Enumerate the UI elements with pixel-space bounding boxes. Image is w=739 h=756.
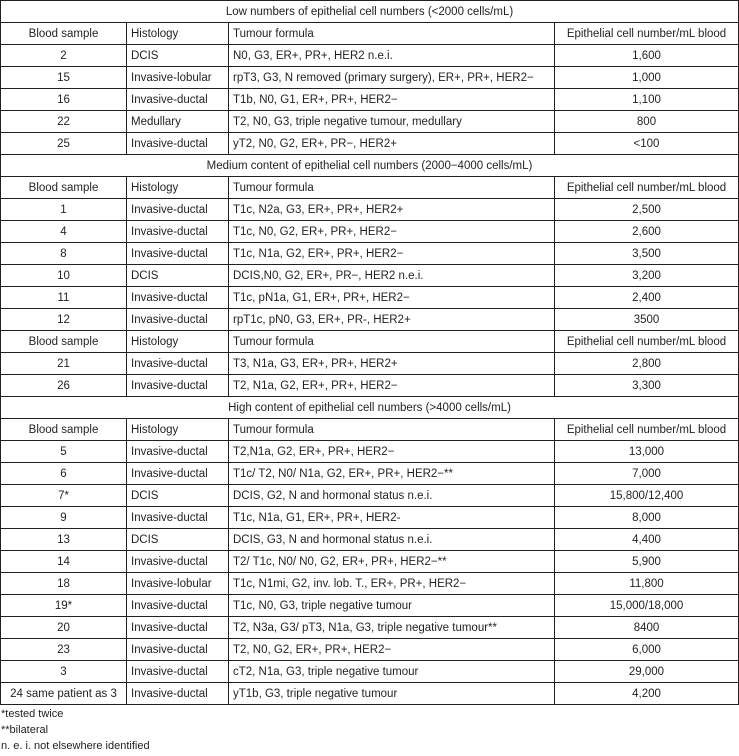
table-row [1,573,739,595]
cell-blood-sample: 26 [1,375,127,397]
cell-blood-sample: 10 [1,265,127,287]
cell-histology: DCIS [127,45,229,67]
section-title-row [1,1,739,23]
cell-cell-number: 2,400 [555,287,739,309]
cell-cell-number: 3,500 [555,243,739,265]
cell-blood-sample: 22 [1,111,127,133]
header-tumour-formula: Tumour formula [229,177,555,199]
cell-blood-sample: 7* [1,485,127,507]
cell-tumour-formula: T1c, N0, G2, ER+, PR+, HER2− [229,221,555,243]
cell-blood-sample: 13 [1,529,127,551]
table-row [1,45,739,67]
cell-histology: Invasive-ductal [127,551,229,573]
table-row [1,595,739,617]
cell-blood-sample: 12 [1,309,127,331]
table-row [1,89,739,111]
cell-blood-sample: 24 same patient as 3 [1,683,127,705]
cell-blood-sample: 14 [1,551,127,573]
table-row [1,309,739,331]
footnote-tested-twice: *tested twice [1,708,64,720]
table-row [1,661,739,683]
cell-blood-sample: 9 [1,507,127,529]
table-row [1,199,739,221]
cell-histology: Invasive-ductal [127,133,229,155]
cell-tumour-formula: T1c, N1a, G2, ER+, PR+, HER2− [229,243,555,265]
cell-blood-sample: 23 [1,639,127,661]
table-row [1,265,739,287]
header-cell-number: Epithelial cell number/mL blood [555,331,739,353]
cell-cell-number: 2,800 [555,353,739,375]
header-row [1,331,739,353]
cell-tumour-formula: DCIS, G2, N and hormonal status n.e.i. [229,485,555,507]
cell-blood-sample: 19* [1,595,127,617]
table-row [1,243,739,265]
cell-tumour-formula: T1c, N1a, G1, ER+, PR+, HER2- [229,507,555,529]
cell-histology: Invasive-ductal [127,507,229,529]
cell-histology: Invasive-ductal [127,89,229,111]
cell-blood-sample: 1 [1,199,127,221]
cell-blood-sample: 3 [1,661,127,683]
cell-cell-number: 2,600 [555,221,739,243]
header-blood-sample: Blood sample [1,177,127,199]
table-row [1,111,739,133]
cell-histology: Invasive-lobular [127,67,229,89]
cell-tumour-formula: T2, N1a, G2, ER+, PR+, HER2− [229,375,555,397]
cell-histology: Invasive-ductal [127,287,229,309]
cell-histology: DCIS [127,265,229,287]
cell-blood-sample: 21 [1,353,127,375]
cell-histology: Invasive-ductal [127,441,229,463]
cell-histology: Medullary [127,111,229,133]
cell-cell-number: 7,000 [555,463,739,485]
cell-tumour-formula: T2, N0, G2, ER+, PR+, HER2− [229,639,555,661]
cell-histology: Invasive-ductal [127,639,229,661]
cell-cell-number: 800 [555,111,739,133]
cell-histology: Invasive-ductal [127,595,229,617]
cell-tumour-formula: yT1b, G3, triple negative tumour [229,683,555,705]
table-row [1,441,739,463]
table-row [1,221,739,243]
footnotes [0,706,739,754]
cell-cell-number: 11,800 [555,573,739,595]
cell-tumour-formula: T1b, N0, G1, ER+, PR+, HER2− [229,89,555,111]
cell-cell-number: 4,400 [555,529,739,551]
cell-tumour-formula: T1c, N1mi, G2, inv. lob. T., ER+, PR+, HER2− [229,573,555,595]
table-row [1,639,739,661]
section-title: High content of epithelial cell numbers (>4000 cells/mL) [1,397,739,419]
cell-tumour-formula: cT2, N1a, G3, triple negative tumour [229,661,555,683]
cell-cell-number: 29,000 [555,661,739,683]
header-cell-number: Epithelial cell number/mL blood [555,23,739,45]
cell-cell-number: 1,000 [555,67,739,89]
header-blood-sample: Blood sample [1,331,127,353]
header-row [1,23,739,45]
section-title-row [1,397,739,419]
table-row [1,551,739,573]
header-cell-number: Epithelial cell number/mL blood [555,419,739,441]
cell-blood-sample: 18 [1,573,127,595]
header-row [1,419,739,441]
header-blood-sample: Blood sample [1,419,127,441]
header-blood-sample: Blood sample [1,23,127,45]
section-title-row [1,155,739,177]
cell-cell-number: 5,900 [555,551,739,573]
cell-cell-number: 8,000 [555,507,739,529]
footnote-nei: n. e. i. not elsewhere identified [1,740,150,752]
cell-cell-number: 1,600 [555,45,739,67]
cell-histology: DCIS [127,529,229,551]
table-row [1,67,739,89]
cell-tumour-formula: T2,N1a, G2, ER+, PR+, HER2− [229,441,555,463]
header-tumour-formula: Tumour formula [229,23,555,45]
table-row [1,463,739,485]
cell-cell-number: 13,000 [555,441,739,463]
cell-tumour-formula: N0, G3, ER+, PR+, HER2 n.e.i. [229,45,555,67]
header-cell-number: Epithelial cell number/mL blood [555,177,739,199]
section-title: Medium content of epithelial cell numbers (2000−4000 cells/mL) [1,155,739,177]
cell-tumour-formula: T1c, pN1a, G1, ER+, PR+, HER2− [229,287,555,309]
cell-tumour-formula: T1c, N2a, G3, ER+, PR+, HER2+ [229,199,555,221]
cell-histology: Invasive-ductal [127,463,229,485]
cell-cell-number: 3500 [555,309,739,331]
header-row [1,177,739,199]
header-histology: Histology [127,419,229,441]
table-row [1,529,739,551]
cell-histology: Invasive-ductal [127,243,229,265]
cell-blood-sample: 25 [1,133,127,155]
cell-tumour-formula: rpT1c, pN0, G3, ER+, PR-, HER2+ [229,309,555,331]
cell-histology: Invasive-lobular [127,573,229,595]
section-title: Low numbers of epithelial cell numbers (<2000 cells/mL) [1,1,739,23]
cell-blood-sample: 5 [1,441,127,463]
cell-histology: Invasive-ductal [127,617,229,639]
cell-cell-number: 8400 [555,617,739,639]
header-tumour-formula: Tumour formula [229,331,555,353]
cell-tumour-formula: T2/ T1c, N0/ N0, G2, ER+, PR+, HER2−** [229,551,555,573]
cell-histology: Invasive-ductal [127,353,229,375]
cell-cell-number: 15,000/18,000 [555,595,739,617]
table-row [1,485,739,507]
table-row [1,133,739,155]
cell-tumour-formula: T1c, N0, G3, triple negative tumour [229,595,555,617]
cell-cell-number: 3,200 [555,265,739,287]
cell-histology: Invasive-ductal [127,683,229,705]
table-row [1,617,739,639]
cell-tumour-formula: DCIS, G3, N and hormonal status n.e.i. [229,529,555,551]
cell-tumour-formula: T2, N0, G3, triple negative tumour, medullary [229,111,555,133]
cell-cell-number: 1,100 [555,89,739,111]
cell-tumour-formula: T3, N1a, G3, ER+, PR+, HER2+ [229,353,555,375]
cell-blood-sample: 11 [1,287,127,309]
cell-blood-sample: 15 [1,67,127,89]
table-row [1,287,739,309]
header-tumour-formula: Tumour formula [229,419,555,441]
cell-blood-sample: 8 [1,243,127,265]
header-histology: Histology [127,23,229,45]
table-body [1,1,739,705]
cell-tumour-formula: DCIS,N0, G2, ER+, PR−, HER2 n.e.i. [229,265,555,287]
cell-blood-sample: 20 [1,617,127,639]
cell-histology: Invasive-ductal [127,199,229,221]
cell-blood-sample: 6 [1,463,127,485]
cell-blood-sample: 4 [1,221,127,243]
header-histology: Histology [127,331,229,353]
cell-tumour-formula: T2, N3a, G3/ pT3, N1a, G3, triple negative tumour** [229,617,555,639]
cell-histology: Invasive-ductal [127,661,229,683]
table-row [1,375,739,397]
cell-histology: Invasive-ductal [127,221,229,243]
cell-cell-number: 6,000 [555,639,739,661]
table-row [1,507,739,529]
cell-cell-number: 3,300 [555,375,739,397]
cell-histology: DCIS [127,485,229,507]
cell-cell-number: 15,800/12,400 [555,485,739,507]
cell-histology: Invasive-ductal [127,375,229,397]
cell-tumour-formula: rpT3, G3, N removed (primary surgery), ER+, PR+, HER2− [229,67,555,89]
cell-blood-sample: 2 [1,45,127,67]
cell-tumour-formula: yT2, N0, G2, ER+, PR−, HER2+ [229,133,555,155]
table-row [1,683,739,705]
cell-cell-number: 4,200 [555,683,739,705]
footnote-bilateral: **bilateral [1,724,49,736]
cell-histology: Invasive-ductal [127,309,229,331]
cell-cell-number: 2,500 [555,199,739,221]
table-row [1,353,739,375]
cell-tumour-formula: T1c/ T2, N0/ N1a, G2, ER+, PR+, HER2−** [229,463,555,485]
header-histology: Histology [127,177,229,199]
cell-cell-number: <100 [555,133,739,155]
cell-blood-sample: 16 [1,89,127,111]
